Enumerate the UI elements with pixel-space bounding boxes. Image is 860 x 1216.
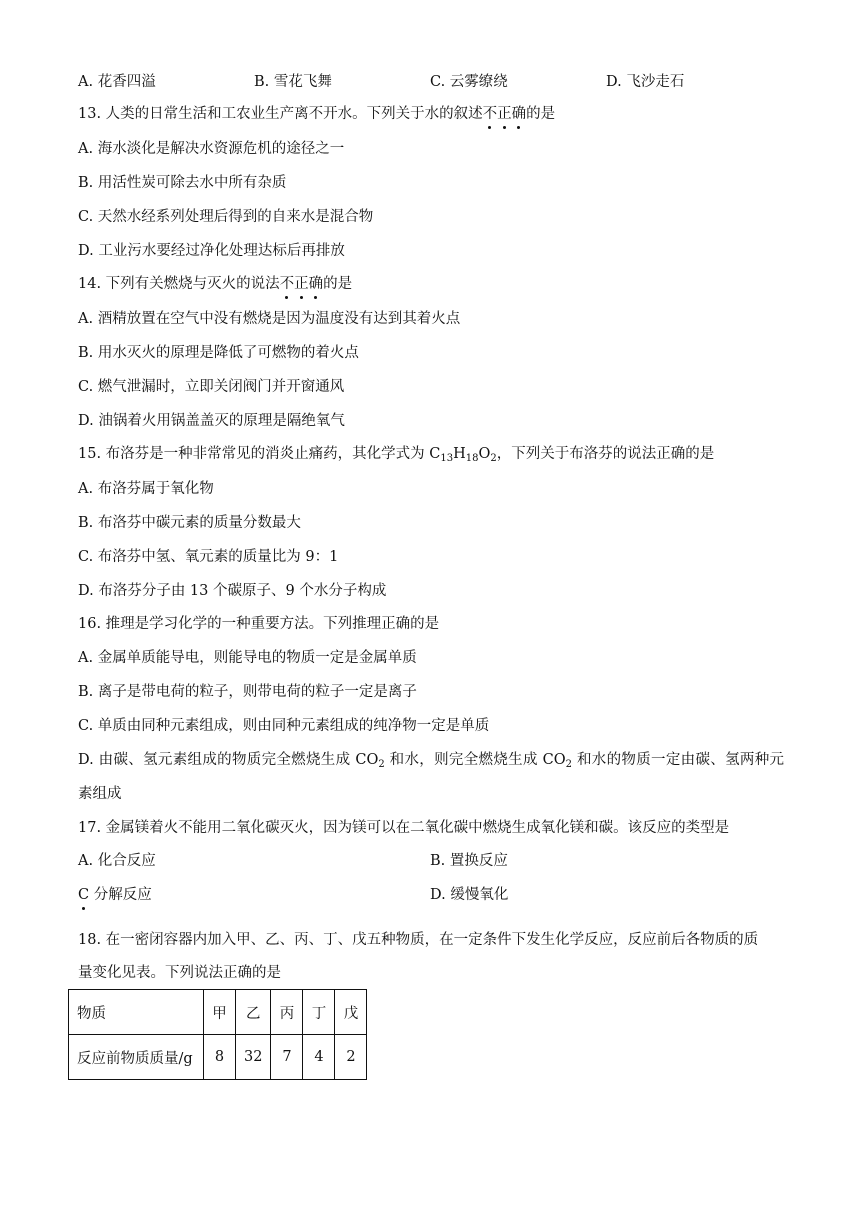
q16-option-d: D. 由碳、氢元素组成的物质完全燃烧生成 $CO_2$ 和水，则完全燃烧生成 $CO_2$ 和水的物质一定由碳、氢两种元 [78, 752, 784, 770]
table-header-cell: 戊 [335, 990, 367, 1035]
q17-option-d: D. 缓慢氧化 [430, 887, 509, 903]
q15-option-d: D. 布洛芬分子由 13 个碳原子、9 个水分子构成 [78, 583, 387, 599]
q12-option-b: B. 雪花飞舞 [254, 74, 332, 90]
mass-table [68, 989, 367, 1080]
table-header-cell: 丁 [303, 990, 335, 1035]
q14-option-a: A. 酒精放置在空气中没有燃烧是因为温度没有达到其着火点 [78, 311, 461, 327]
emphasis-char: 正 [497, 106, 512, 122]
q12-option-a: A. 花香四溢 [78, 74, 156, 90]
q14-option-d: D. 油锅着火用锅盖盖灭的原理是隔绝氧气 [78, 413, 345, 429]
q13-option-c: C. 天然水经系列处理后得到的自来水是混合物 [78, 209, 374, 225]
q16-option-b: B. 离子是带电荷的粒子，则带电荷的粒子一定是离子 [78, 684, 417, 700]
emphasis-char: 确 [511, 106, 527, 122]
q15-option-b: B. 布洛芬中碳元素的质量分数最大 [78, 515, 301, 531]
table-cell: 2 [335, 1035, 367, 1080]
q16-option-c: C. 单质由同种元素组成，则由同种元素组成的纯净物一定是单质 [78, 718, 490, 734]
q18-stem-line2: 量变化见表。下列说法正确的是 [78, 965, 281, 981]
q15-option-a: A. 布洛芬属于氧化物 [78, 481, 214, 497]
table-cell: 32 [236, 1035, 271, 1080]
table-cell: 4 [303, 1035, 335, 1080]
q18-stem-line1: 18. 在一密闭容器内加入甲、乙、丙、丁、戊五种物质，在一定条件下发生化学反应，反应前后各物质的质 [78, 932, 759, 948]
emphasis-char: C [78, 887, 90, 903]
q17-option-b: B. 置换反应 [430, 853, 508, 869]
table-header-cell: 甲 [204, 990, 236, 1035]
q17-option-c: C 分解反应 [78, 887, 152, 903]
emphasis-char: 确 [308, 276, 324, 292]
table-cell: 反应前物质质量/g [69, 1035, 204, 1080]
q16-option-a: A. 金属单质能导电，则能导电的物质一定是金属单质 [78, 650, 417, 666]
q14-option-c: C. 燃气泄漏时，立即关闭阀门并开窗通风 [78, 379, 345, 395]
table-cell: 8 [204, 1035, 236, 1080]
emphasis-char: 正 [294, 276, 309, 292]
table-row [69, 1035, 367, 1080]
emphasis-char: 不 [279, 276, 295, 292]
table-cell: 7 [271, 1035, 303, 1080]
q15-stem: 15. 布洛芬是一种非常常见的消炎止痛药，其化学式为 $C_{13}H_{18}O_2$，下列关于布洛芬的说法正确的是 [78, 446, 715, 464]
table-header-cell: 物质 [69, 990, 204, 1035]
q13-option-b: B. 用活性炭可除去水中所有杂质 [78, 175, 287, 191]
q16-stem: 16. 推理是学习化学的一种重要方法。下列推理正确的是 [78, 616, 440, 632]
emphasis-char: 不 [482, 106, 498, 122]
table-header-cell: 丙 [271, 990, 303, 1035]
q14-option-b: B. 用水灭火的原理是降低了可燃物的着火点 [78, 345, 359, 361]
q14-stem: 14. 下列有关燃烧与灭火的说法不正确的是 [78, 276, 353, 292]
table-row [69, 990, 367, 1035]
q12-option-d: D. 飞沙走石 [606, 74, 685, 90]
q16-option-d-cont: 素组成 [78, 786, 122, 802]
q17-option-a: A. 化合反应 [78, 853, 156, 869]
q17-stem: 17. 金属镁着火不能用二氧化碳灭火，因为镁可以在二氧化碳中燃烧生成氧化镁和碳。该反应的类型是 [78, 820, 730, 836]
table-header-cell: 乙 [236, 990, 271, 1035]
q15-option-c: C. 布洛芬中氢、氧元素的质量比为 9：1 [78, 549, 339, 565]
q13-stem: 13. 人类的日常生活和工农业生产离不开水。下列关于水的叙述不正确的是 [78, 106, 556, 122]
q13-option-d: D. 工业污水要经过净化处理达标后再排放 [78, 243, 345, 259]
q12-option-c: C. 云雾缭绕 [430, 74, 508, 90]
q13-option-a: A. 海水淡化是解决水资源危机的途径之一 [78, 141, 345, 157]
